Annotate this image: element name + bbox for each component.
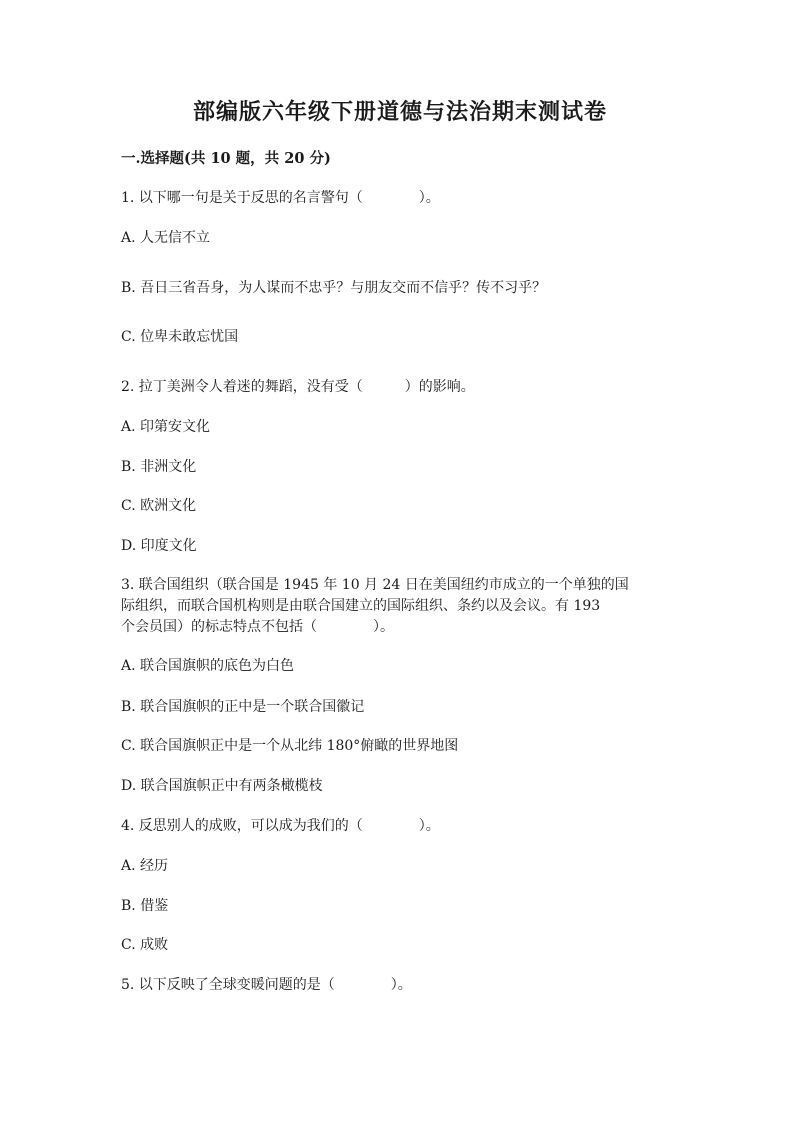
question-3-option-b: B. 联合国旗帜的正中是一个联合国徽记 (121, 699, 365, 715)
question-3-stem-line-1: 3. 联合国组织（联合国是 1945 年 10 月 24 日在美国纽约市成立的一个单独的国 (121, 577, 629, 593)
question-1-option-c: C. 位卑未敢忘忧国 (121, 329, 239, 345)
question-3-option-a: A. 联合国旗帜的底色为白色 (121, 658, 295, 674)
question-4-option-b: B. 借鉴 (121, 898, 169, 914)
question-2-option-a: A. 印第安文化 (121, 419, 211, 435)
page-title: 部编版六年级下册道德与法治期末测试卷 (192, 99, 607, 125)
question-3-option-d: D. 联合国旗帜正中有两条橄榄枝 (121, 778, 323, 794)
question-1-option-a: A. 人无信不立 (121, 230, 211, 246)
question-2-option-c: C. 欧洲文化 (121, 498, 197, 514)
question-3-stem-line-2: 际组织，而联合国机构则是由联合国建立的国际组织、条约以及会议。有 193 (121, 598, 601, 614)
question-4-option-a: A. 经历 (121, 858, 169, 874)
section-heading: 一.选择题(共 10 题，共 20 分) (121, 150, 331, 167)
question-5-stem: 5. 以下反映了全球变暖问题的是（ ）。 (121, 977, 412, 993)
question-2-option-d: D. 印度文化 (121, 538, 197, 554)
question-4-option-c: C. 成败 (121, 937, 169, 953)
question-3-option-c: C. 联合国旗帜正中是一个从北纬 180°俯瞰的世界地图 (121, 738, 459, 754)
question-3-stem-line-3: 个会员国）的标志特点不包括（ ）。 (121, 619, 394, 635)
question-1-option-b: B. 吾日三省吾身，为人谋而不忠乎？与朋友交而不信乎？传不习乎？ (121, 280, 547, 296)
question-2-stem: 2. 拉丁美洲令人着迷的舞蹈，没有受（ ）的影响。 (121, 379, 475, 395)
question-3-stem (121, 575, 681, 638)
question-4-stem: 4. 反思别人的成败，可以成为我们的（ ）。 (121, 818, 440, 834)
question-2-option-b: B. 非洲文化 (121, 459, 197, 475)
question-1-stem: 1. 以下哪一句是关于反思的名言警句（ ）。 (121, 190, 440, 206)
